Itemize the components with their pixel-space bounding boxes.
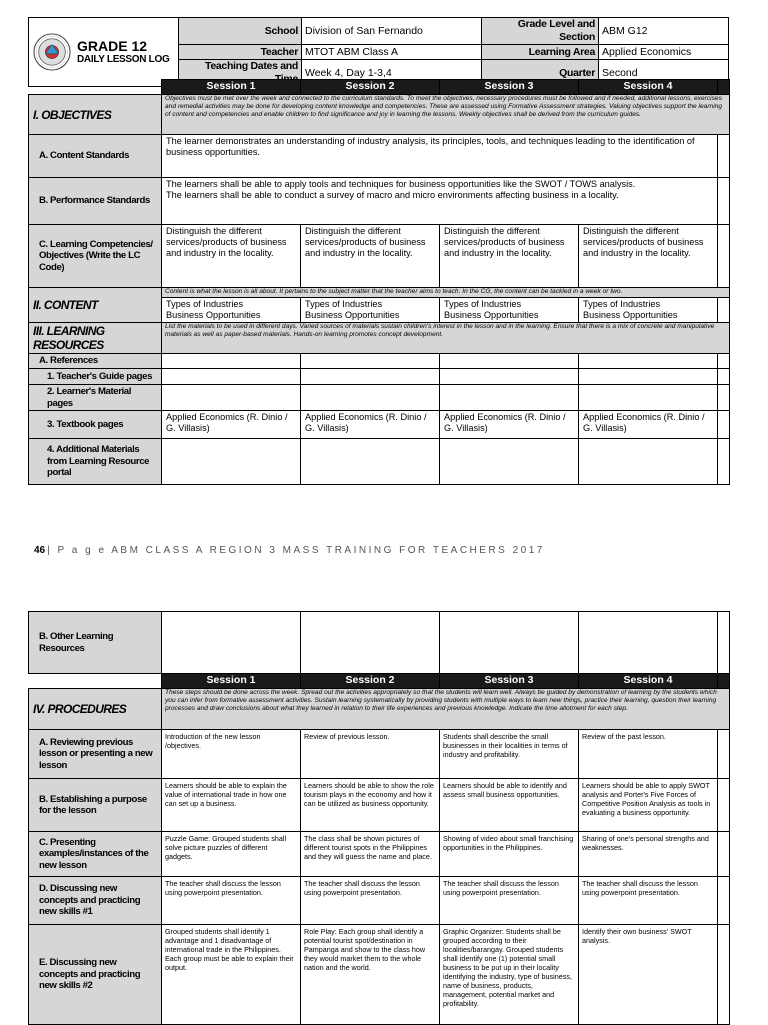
session-header-3: Session 3 (440, 80, 579, 95)
objectives-title: I. OBJECTIVES (29, 95, 162, 135)
page-number: 46 (34, 545, 46, 556)
dates-value: Week 4, Day 1-3,4 (302, 60, 482, 87)
quarter-label: Quarter (482, 60, 599, 87)
header-logo-cell (29, 18, 179, 87)
competency-session-3: Distinguish the different services/products of business and industry in the locality. (440, 225, 579, 288)
performance-standard-2: The learners shall be able to conduct a survey of macro and micro environments affecting business in a locality. (166, 190, 619, 200)
procedure-e-session-2: Role Play: Each group shall identify a potential tourist spot/destination in Pampanga and show to the class how they would market them to the whole nation and the world. (301, 925, 440, 1025)
content-note: Content is what the lesson is all about. It pertains to the subject matter that the teacher aims to teach. In the CG, the content can be tackled in a week or two. (162, 288, 730, 298)
procedure-d-session-3: The teacher shall discuss the lesson using powerpoint presentation. (440, 877, 579, 925)
learning-area-value: Applied Economics (599, 45, 729, 60)
procedure-e-session-4: Identify their own business' SWOT analysis. (579, 925, 718, 1025)
procedure-a-label: A. Reviewing previous lesson or presenting a new lesson (29, 730, 162, 779)
procedure-a-session-2: Review of previous lesson. (301, 730, 440, 779)
references-label: A. References (29, 354, 162, 369)
textbook-session-1: Applied Economics (R. Dinio / G. Villasis) (162, 411, 301, 439)
competency-session-1: Distinguish the different services/products of business and industry in the locality. (162, 225, 301, 288)
lesson-table-1 (28, 79, 730, 485)
session-header-2: Session 2 (301, 80, 440, 95)
procedure-c-label: C. Presenting examples/instances of the new lesson (29, 832, 162, 877)
performance-standard-1: The learners shall be able to apply tools and techniques for business opportunities like the SWOT / TOWS analysis. (166, 179, 636, 189)
header-table (28, 17, 729, 87)
procedure-a-session-4: Review of the past lesson. (579, 730, 718, 779)
procedure-b-session-3: Learners should be able to identify and assess small business opportunities. (440, 779, 579, 832)
content-standards-label: A. Content Standards (29, 135, 162, 178)
procedure-b-session-1: Learners should be able to explain the value of international trade in how one can set up a business. (162, 779, 301, 832)
procedure-c-session-3: Showing of video about small franchising opportunities in the Philippines. (440, 832, 579, 877)
textbook-label: 3. Textbook pages (29, 411, 162, 439)
performance-standards-value (162, 178, 718, 225)
resources-note: List the materials to be used in different days. Varied sources of materials sustain children's interest in the lesson and in the learning. Ensure that there is a mix of concrete and manipulative materials as well as paper-based materials. Hands-on learning promotes concept development. (162, 323, 730, 354)
content-session-4: Types of Industries Business Opportunities (579, 298, 718, 323)
content-session-1: Types of Industries Business Opportunities (162, 298, 301, 323)
session-header-4: Session 4 (579, 80, 718, 95)
competencies-label: C. Learning Competencies/ Objectives (Write the LC Code) (29, 225, 162, 288)
procedure-d-session-2: The teacher shall discuss the lesson using powerpoint presentation. (301, 877, 440, 925)
procedure-d-label: D. Discussing new concepts and practicing new skills #1 (29, 877, 162, 925)
lesson-table-2 (28, 611, 730, 1025)
procedure-b-session-2: Learners should be able to show the role tourism plays in the economy and how it can be utilized as business opportunity. (301, 779, 440, 832)
procedure-c-session-4: Sharing of one's personal strengths and weaknesses. (579, 832, 718, 877)
dates-label: Teaching Dates and (179, 60, 302, 87)
grade-level-value: ABM G12 (599, 18, 729, 45)
learning-area-label: Learning Area (482, 45, 599, 60)
procedure-b-label: B. Establishing a purpose for the lesson (29, 779, 162, 832)
teacher-value: MTOT ABM Class A (302, 45, 482, 60)
procedure-b-session-4: Learners should be able to apply SWOT analysis and Porter's Five Forces of Competitive Position Analysis as tools in evaluating a business opportunity. (579, 779, 718, 832)
procedures-note: These steps should be done across the week. Spread out the activities appropriately so that the students will learn well. Always be guided by demonstration of learning by the students which you can infer from formative assessment activities. Sustain learning systematically by providing students with multiple ways to learn new things, practice their learning, question their learning processes and draw conclusions about what they learned in relation to their life experiences and previous knowledge. Indicate the time allotment for each step. (162, 689, 730, 730)
competency-session-2: Distinguish the different services/products of business and industry in the locality. (301, 225, 440, 288)
procedure-c-session-1: Puzzle Game: Grouped students shall solve picture puzzles of different gadgets. (162, 832, 301, 877)
deped-seal-icon (33, 33, 71, 71)
session-header-2-2: Session 2 (301, 674, 440, 689)
procedure-e-session-3: Graphic Organizer: Students shall be grouped according to their localities/barangay. Grouped students shall identify one (1) potential small business to be put up in their locality identifying the industry, type of business, name of business, products, management, potential market and profitability. (440, 925, 579, 1025)
procedure-e-label: E. Discussing new concepts and practicing new skills #2 (29, 925, 162, 1025)
school-value: Division of San Fernando (302, 18, 482, 45)
grade-level-label: Grade Level and Section (482, 18, 599, 45)
textbook-session-4: Applied Economics (R. Dinio / G. Villasis) (579, 411, 718, 439)
session-header-1: Session 1 (162, 80, 301, 95)
performance-standards-label: B. Performance Standards (29, 178, 162, 225)
teacher-label: Teacher (179, 45, 302, 60)
procedure-a-session-3: Students shall describe the small businesses in their localities in terms of industry and profitability. (440, 730, 579, 779)
procedure-e-session-1: Grouped students shall identify 1 advantage and 1 disadvantage of international trade in the Philippines. Each group must be able to explain their output. (162, 925, 301, 1025)
quarter-value: Second (599, 60, 729, 87)
page-footer (34, 545, 545, 556)
additional-materials-label: 4. Additional Materials from Learning Resource portal (29, 439, 162, 485)
session-header-2-3: Session 3 (440, 674, 579, 689)
procedures-title: IV. PROCEDURES (29, 689, 162, 730)
teachers-guide-label: 1. Teacher's Guide pages (29, 369, 162, 385)
content-session-2: Types of Industries Business Opportunities (301, 298, 440, 323)
school-label: School (179, 18, 302, 45)
procedure-d-session-1: The teacher shall discuss the lesson using powerpoint presentation. (162, 877, 301, 925)
content-standards-value: The learner demonstrates an understanding of industry analysis, its principles, tools, and techniques leading to the identification of business opportunities. (162, 135, 718, 178)
other-resources-label: B. Other Learning Resources (29, 612, 162, 674)
objectives-note: Objectives must be met over the week and connected to the curriculum standards. To meet the objectives, necessary procedures must be followed and if needed, additional lessons, exercises and remedial activities may be done for developing content knowledge and competencies. These are assessed using Formative Assessment strategies. Valuing objectives support the learning of content and competencies and enable children to find significance and joy in learning the lessons. Weekly objectives shall be derived from the curriculum guides. (162, 95, 730, 135)
competency-session-4: Distinguish the different services/products of business and industry in the locality. (579, 225, 718, 288)
resources-title: III. LEARNING RESOURCES (29, 323, 162, 354)
footer-text: | P a g e ABM CLASS A REGION 3 MASS TRAINING FOR TEACHERS 2017 (47, 545, 545, 556)
textbook-session-2: Applied Economics (R. Dinio / G. Villasis) (301, 411, 440, 439)
procedure-d-session-4: The teacher shall discuss the lesson using powerpoint presentation. (579, 877, 718, 925)
textbook-session-3: Applied Economics (R. Dinio / G. Villasis) (440, 411, 579, 439)
content-session-3: Types of Industries Business Opportunities (440, 298, 579, 323)
log-title: DAILY LESSON LOG (77, 54, 170, 65)
procedure-a-session-1: Introduction of the new lesson /objectives. (162, 730, 301, 779)
session-header-2-1: Session 1 (162, 674, 301, 689)
session-header-2-4: Session 4 (579, 674, 718, 689)
grade-title: GRADE 12 (77, 38, 148, 54)
content-title: II. CONTENT (29, 288, 162, 323)
procedure-c-session-2: The class shall be shown pictures of different tourist spots in the Philippines and they will guess the name and place. (301, 832, 440, 877)
learners-material-label: 2. Learner's Material pages (29, 385, 162, 411)
